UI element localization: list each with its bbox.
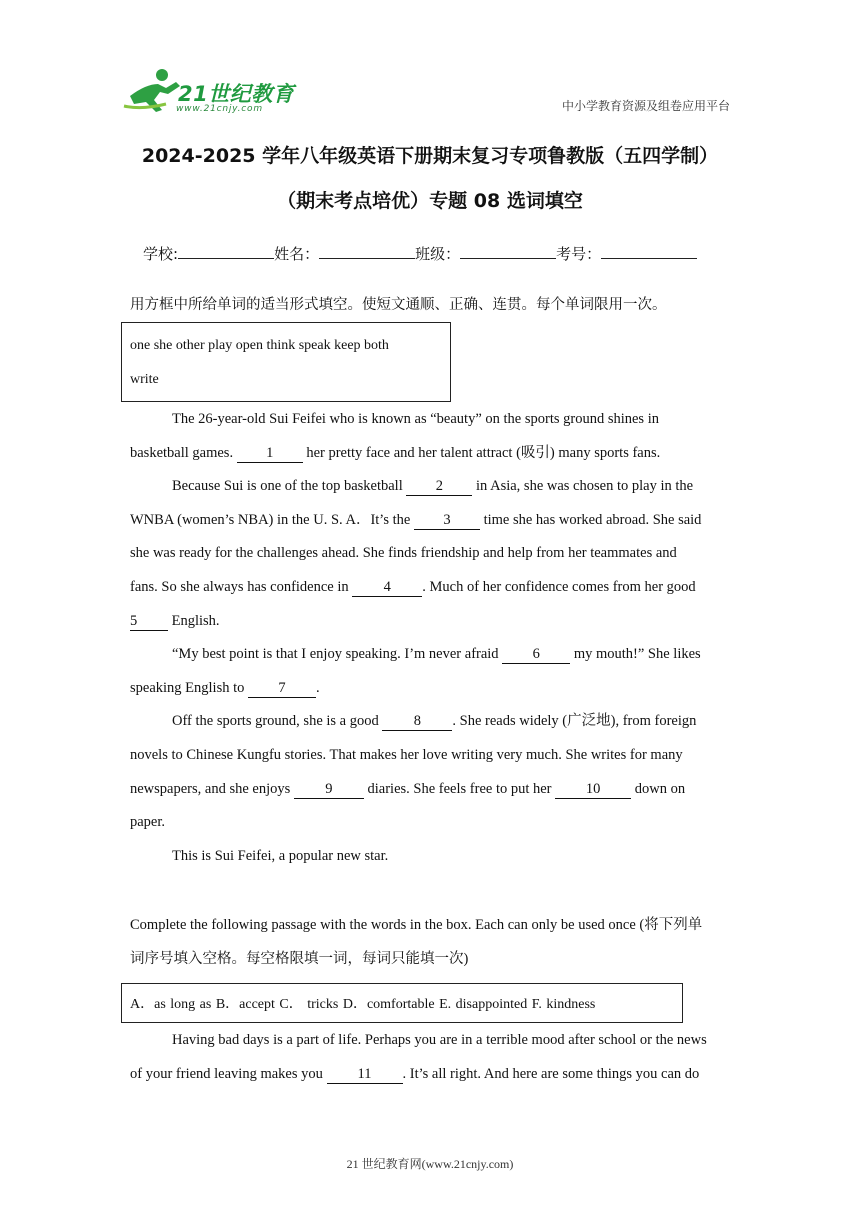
page-subtitle: （期末考点培优）专题 08 选词填空	[277, 190, 583, 212]
passage1-line: 5 English.	[130, 612, 220, 629]
passage1-line: The 26-year-old Sui Feifei who is known as “beauty” on the sports ground shines in	[172, 411, 659, 427]
name-field[interactable]	[319, 244, 415, 259]
section2-instruction-line: 词序号填入空格。每空格限填一词，每词只能填一次)	[130, 950, 469, 967]
student-info-line	[143, 243, 697, 264]
passage1-line: novels to Chinese Kungfu stories. That makes her love writing very much. She writes for many	[130, 746, 683, 763]
number-label: 考号：	[556, 245, 602, 263]
passage1-line: “My best point is that I enjoy speaking. I’m never afraid 6 my mouth!” She likes	[172, 646, 701, 663]
passage1-line: This is Sui Feifei, a popular new star.	[172, 847, 389, 864]
blank-8[interactable]: 8	[382, 712, 452, 731]
page-title: 2024-2025 学年八年级英语下册期末复习专项鲁教版（五四学制）	[141, 145, 719, 167]
blank-9[interactable]: 9	[294, 780, 364, 799]
passage1-line: Because Sui is one of the top basketball 2 in Asia, she was chosen to play in the	[172, 478, 694, 495]
passage1-line: newspapers, and she enjoys 9 diaries. She feels free to put her 10 down on	[130, 780, 686, 797]
word-box	[121, 322, 451, 402]
blank-5[interactable]: 5	[130, 612, 168, 631]
passage2-line: of your friend leaving makes you 11 . It’s all right. And here are some things you can do	[130, 1065, 700, 1082]
number-field[interactable]	[601, 244, 697, 259]
passage2	[130, 1024, 732, 1091]
blank-1[interactable]: 1	[237, 444, 303, 463]
section2-instruction	[130, 909, 732, 976]
section2-instruction-line: Complete the following passage with the words in the box. Each can only be used once (将下列单	[130, 917, 703, 933]
passage1-line: she was ready for the challenges ahead. She finds friendship and help from her teammates and	[130, 545, 677, 562]
logo-url: www.21cnjy.com	[176, 104, 263, 114]
school-field[interactable]	[178, 244, 274, 259]
blank-4[interactable]: 4	[352, 578, 422, 597]
name-label: 姓名：	[274, 245, 320, 263]
passage1-line: basketball games. 1 her pretty face and her talent attract (吸引) many sports fans.	[130, 444, 661, 461]
word-box-line-1: one she other play open think speak keep both	[130, 338, 389, 353]
blank-11[interactable]: 11	[327, 1065, 403, 1084]
class-field[interactable]	[460, 244, 556, 259]
options-box	[121, 983, 683, 1023]
section1-instruction: 用方框中所给单词的适当形式填空。使短文通顺、正确、连贯。每个单词限用一次。	[130, 297, 667, 313]
class-label: 班级：	[415, 245, 461, 263]
blank-10[interactable]: 10	[555, 780, 631, 799]
school-label: 学校:	[143, 245, 179, 263]
passage1-line: speaking English to 7 .	[130, 679, 320, 696]
blank-7[interactable]: 7	[248, 679, 316, 698]
passage1-line: Off the sports ground, she is a good 8 . She reads widely (广泛地), from foreign	[172, 713, 697, 730]
passage2-line: Having bad days is a part of life. Perhaps you are in a terrible mood after school or the news	[172, 1032, 707, 1048]
blank-3[interactable]: 3	[414, 511, 480, 530]
blank-2[interactable]: 2	[406, 477, 472, 496]
word-box-line-2: write	[130, 372, 159, 387]
passage1-line: paper.	[130, 814, 166, 831]
footer-text[interactable]: 21 世纪教育网(www.21cnjy.com)	[346, 1157, 514, 1171]
logo-text: 21世纪教育	[178, 82, 295, 106]
blank-6[interactable]: 6	[502, 645, 570, 664]
passage1-line: fans. So she always has confidence in 4 . Much of her confidence comes from her good	[130, 578, 696, 595]
platform-label: 中小学教育资源及组卷应用平台	[561, 99, 730, 113]
passage1-line: WNBA (women’s NBA) in the U. S. A．It’s the 3 time she has worked abroad. She said	[130, 511, 702, 528]
passage1	[130, 403, 732, 873]
options-list: A．as long as B．accept C． tricks D．comfortable E. disappointed F. kindness	[130, 997, 596, 1012]
